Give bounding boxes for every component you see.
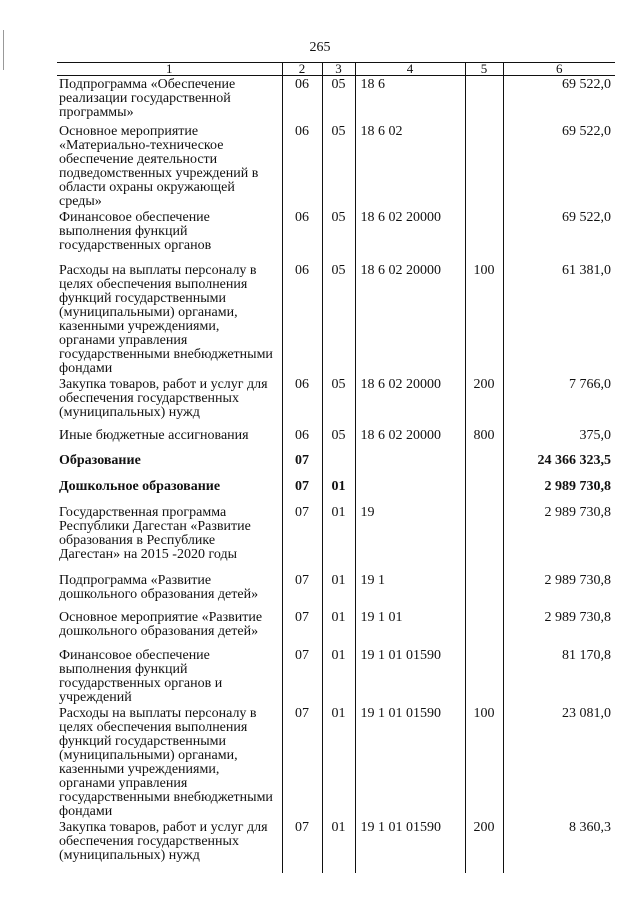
row-subsection-cell: 01 [322, 504, 355, 572]
row-subsection-cell: 01 [322, 572, 355, 609]
row-section-cell: 07 [282, 609, 322, 647]
row-subsection-cell: 01 [322, 705, 355, 819]
row-name-cell: Закупка товаров, работ и услуг для обеспечения государственных (муниципальных) нужд [59, 376, 268, 420]
row-name-cell: Основное мероприятие «Развитие дошкольного образования детей» [59, 609, 263, 639]
row-section-cell: 07 [282, 478, 322, 504]
row-expense-type-cell [465, 452, 503, 478]
row-expense-type-cell: 200 [465, 819, 503, 873]
row-expense-type-cell [465, 209, 503, 262]
row-amount-cell: 69 522,0 [503, 76, 615, 123]
row-target-article-cell: 19 1 01 01590 [355, 819, 465, 873]
column-header: 2 [282, 63, 322, 76]
row-subsection-cell: 01 [322, 647, 355, 705]
row-name-cell: Образование [59, 452, 141, 468]
row-name-cell: Закупка товаров, работ и услуг для обеспечения государственных (муниципальных) нужд [59, 819, 268, 863]
row-section-cell: 06 [282, 209, 322, 262]
row-section-cell: 07 [282, 572, 322, 609]
row-target-article-cell: 18 6 02 20000 [355, 376, 465, 427]
row-expense-type-cell [465, 609, 503, 647]
column-header: 1 [57, 63, 282, 76]
row-name-cell: Дошкольное образование [59, 478, 221, 494]
row-amount-cell: 61 381,0 [503, 262, 615, 376]
row-expense-type-cell [465, 504, 503, 572]
row-expense-type-cell: 800 [465, 427, 503, 452]
row-subsection-cell: 05 [322, 376, 355, 427]
row-name-cell: Основное мероприятие «Материально-техническое обеспечение деятельности подведомственных учреждений в области охраны окружающей среды» [59, 123, 259, 209]
row-subsection-cell: 05 [322, 262, 355, 376]
row-amount-cell: 2 989 730,8 [503, 609, 615, 647]
row-amount-cell: 2 989 730,8 [503, 478, 615, 504]
row-target-article-cell: 19 1 01 [355, 609, 465, 647]
row-expense-type-cell [465, 76, 503, 123]
row-amount-cell: 7 766,0 [503, 376, 615, 427]
row-name-cell: Подпрограмма «Обеспечение реализации государственной программы» [59, 77, 236, 120]
table-row [57, 76, 615, 123]
row-expense-type-cell: 100 [465, 262, 503, 376]
row-target-article-cell [355, 478, 465, 504]
column-header: 6 [503, 63, 615, 76]
table-row [57, 376, 615, 427]
table-row [57, 209, 615, 262]
row-target-article-cell: 18 6 02 20000 [355, 427, 465, 452]
row-section-cell: 07 [282, 452, 322, 478]
column-header: 5 [465, 63, 503, 76]
row-target-article-cell: 18 6 02 20000 [355, 209, 465, 262]
row-expense-type-cell [465, 647, 503, 705]
table-row [57, 262, 615, 376]
row-target-article-cell: 19 1 01 01590 [355, 705, 465, 819]
table-row [57, 123, 615, 209]
row-section-cell: 07 [282, 504, 322, 572]
row-expense-type-cell: 100 [465, 705, 503, 819]
row-amount-cell: 69 522,0 [503, 123, 615, 209]
row-section-cell: 06 [282, 376, 322, 427]
row-name-cell: Финансовое обеспечение выполнения функций государственных органов [59, 209, 212, 253]
row-amount-cell: 24 366 323,5 [503, 452, 615, 478]
row-subsection-cell: 05 [322, 427, 355, 452]
row-target-article-cell: 18 6 02 20000 [355, 262, 465, 376]
row-target-article-cell: 18 6 [355, 76, 465, 123]
table-row [57, 647, 615, 705]
budget-table [57, 62, 615, 873]
table-row [57, 427, 615, 452]
row-target-article-cell: 19 1 01 01590 [355, 647, 465, 705]
row-name-cell: Государственная программа Республики Дагестан «Развитие образования в Республике Дагестан» на 2015 -2020 годы [59, 504, 251, 562]
row-section-cell: 06 [282, 427, 322, 452]
row-amount-cell: 69 522,0 [503, 209, 615, 262]
row-subsection-cell [322, 452, 355, 478]
row-target-article-cell: 19 1 [355, 572, 465, 609]
row-name-cell: Расходы на выплаты персоналу в целях обеспечения выполнения функций государственными (муниципальными) органами, казенными учреждениями, органами управления государственными внебюджетными фондами [59, 262, 273, 376]
row-subsection-cell: 01 [322, 609, 355, 647]
row-section-cell: 07 [282, 705, 322, 819]
row-amount-cell: 2 989 730,8 [503, 572, 615, 609]
row-subsection-cell: 05 [322, 209, 355, 262]
row-expense-type-cell: 200 [465, 376, 503, 427]
row-subsection-cell: 01 [322, 819, 355, 873]
table-row [57, 478, 615, 504]
row-amount-cell: 375,0 [503, 427, 615, 452]
row-amount-cell: 23 081,0 [503, 705, 615, 819]
table-row [57, 705, 615, 819]
row-subsection-cell: 01 [322, 478, 355, 504]
table-row [57, 572, 615, 609]
row-section-cell: 06 [282, 262, 322, 376]
row-subsection-cell: 05 [322, 76, 355, 123]
column-header: 3 [322, 63, 355, 76]
row-expense-type-cell [465, 478, 503, 504]
row-section-cell: 07 [282, 647, 322, 705]
row-amount-cell: 81 170,8 [503, 647, 615, 705]
row-amount-cell: 8 360,3 [503, 819, 615, 873]
row-name-cell: Расходы на выплаты персоналу в целях обеспечения выполнения функций государственными (муниципальными) органами, казенными учреждениями, органами управления государственными внебюджетными фондами [59, 705, 273, 819]
table-row [57, 819, 615, 873]
table-row [57, 609, 615, 647]
row-section-cell: 06 [282, 76, 322, 123]
row-target-article-cell [355, 452, 465, 478]
row-target-article-cell: 18 6 02 [355, 123, 465, 209]
table-row [57, 504, 615, 572]
row-section-cell: 07 [282, 819, 322, 873]
row-amount-cell: 2 989 730,8 [503, 504, 615, 572]
table-row [57, 452, 615, 478]
row-expense-type-cell [465, 572, 503, 609]
table-header-row [57, 63, 615, 76]
table-body [57, 76, 615, 873]
page-number: 265 [309, 40, 331, 55]
column-header: 4 [355, 63, 465, 76]
row-target-article-cell: 19 [355, 504, 465, 572]
row-subsection-cell: 05 [322, 123, 355, 209]
row-expense-type-cell [465, 123, 503, 209]
row-name-cell: Иные бюджетные ассигнования [59, 427, 249, 443]
row-name-cell: Подпрограмма «Развитие дошкольного образования детей» [59, 572, 259, 602]
row-section-cell: 06 [282, 123, 322, 209]
row-name-cell: Финансовое обеспечение выполнения функций государственных органов и учреждений [59, 647, 223, 705]
